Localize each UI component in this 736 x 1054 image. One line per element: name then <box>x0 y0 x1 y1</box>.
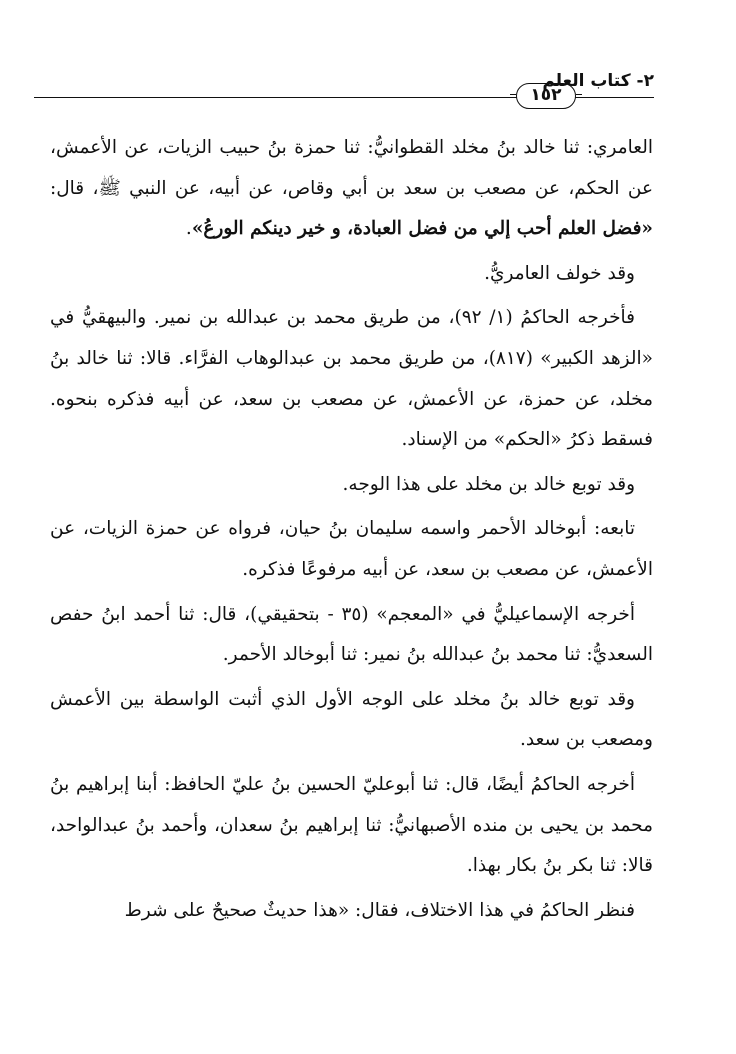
badge-tick-left <box>510 94 516 95</box>
text-run: أخرجه الإسماعيليُّ في «المعجم» (٣٥ - بتحقيقي)، قال: ثنا أحمد ابنُ حفص السعديُّ: ثنا محمد بنُ عبدالله بنُ نمير: ثنا أبوخالد الأحمر. <box>50 603 653 666</box>
body-text <box>50 128 653 1028</box>
page-number: ١٥٢ <box>530 85 562 105</box>
text-run: وقد خولف العامريُّ. <box>484 262 635 284</box>
text-run: تابعه: أبوخالد الأحمر واسمه سليمان بنُ حيان، فرواه عن حمزة الزيات، عن الأعمش، عن مصعب بن سعد، عن أبيه مرفوعًا فذكره. <box>50 518 653 580</box>
paragraph <box>50 254 653 295</box>
chapter-title: ٢- كتاب العلم <box>542 71 654 91</box>
text-run: فأخرجه الحاكمُ (١/ ٩٢)، من طريق محمد بن عبدالله بن نمير. والبيهقيُّ في «الزهد الكبير» (٨١٧)، من طريق محمد بن عبدالوهاب الفرَّاء. قالا: ثنا خالد بنُ مخلد، عن حمزة، عن الأعمش، عن مصعب بن سعد، عن أبيه فذكره بنحوه. فسقط ذكرُ «الحكم» من الإسناد. <box>50 307 653 451</box>
paragraph <box>50 128 653 250</box>
text-run: . <box>185 218 192 240</box>
text-run: وقد توبع خالد بنُ مخلد على الوجه الأول الذي أثبت الواسطة بين الأعمش ومصعب بن سعد. <box>50 688 653 751</box>
paragraph <box>50 465 653 506</box>
paragraph <box>50 595 653 676</box>
paragraph <box>50 680 653 761</box>
page-header <box>34 68 654 108</box>
paragraph <box>50 509 653 590</box>
text-run: العامري: ثنا خالد بنُ مخلد القطوانيُّ: ثنا حمزة بنُ حبيب الزيات، عن الأعمش، عن الحكم، عن مصعب بن سعد بن أبي وقاص، عن أبيه، عن النبي ﷺ، قال: <box>50 137 653 199</box>
paragraph <box>50 891 653 932</box>
badge-tick-right <box>576 94 582 95</box>
paragraph <box>50 765 653 887</box>
text-run: وقد توبع خالد بن مخلد على هذا الوجه. <box>342 473 635 495</box>
text-run: أخرجه الحاكمُ أيضًا، قال: ثنا أبوعليّ الحسين بنُ عليّ الحافظ: أبنا إبراهيم بنُ محمد بن يحيى بن منده الأصبهانيُّ: ثنا إبراهيم بنُ سعدان، وأحمد بنُ عبدالواحد، قالا: ثنا بكر بنُ بكار بهذا. <box>50 773 653 877</box>
paragraph <box>50 298 653 460</box>
hadith-quote: «فضل العلم أحب إلي من فضل العبادة، و خير دينكم الورعُ» <box>191 218 653 240</box>
text-run: فنظر الحاكمُ في هذا الاختلاف، فقال: «هذا حديثٌ صحيحٌ على شرط <box>124 899 635 921</box>
